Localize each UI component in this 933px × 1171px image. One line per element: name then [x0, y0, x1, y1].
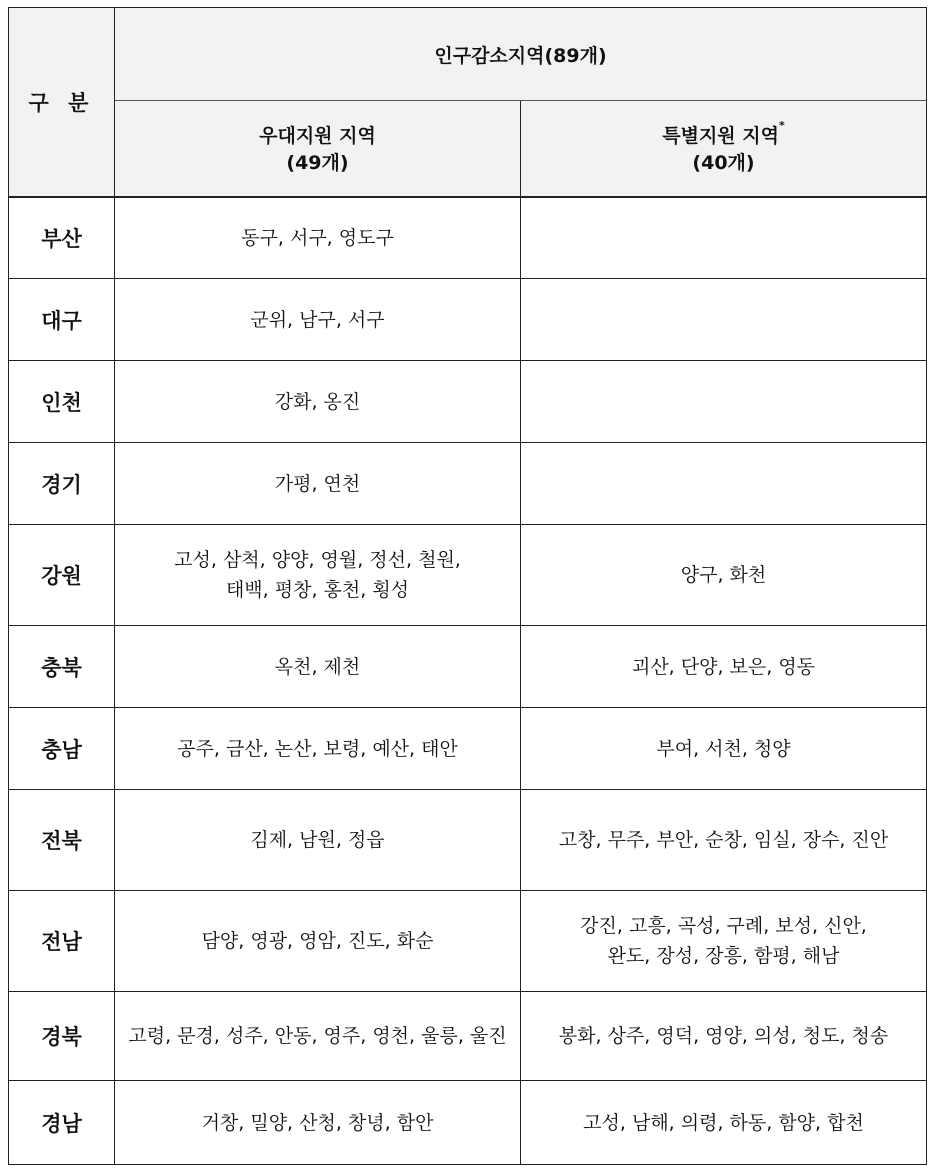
footnote-mark: *	[779, 119, 785, 133]
special-areas-cell	[521, 361, 927, 443]
column-title: 특별지원 지역	[662, 125, 779, 148]
area-list-line: 고성, 남해, 의령, 하동, 함양, 합천	[583, 1111, 864, 1134]
preferred-areas-cell	[115, 361, 521, 443]
area-list-line: 부여, 서천, 청양	[656, 737, 791, 760]
area-list-line: 봉화, 상주, 영덕, 영양, 의성, 청도, 청송	[558, 1025, 889, 1047]
region-name: 경북	[9, 992, 115, 1081]
region-table	[8, 7, 927, 1165]
corner-header: 구 분	[9, 8, 115, 197]
area-list-line: 양구, 화천	[680, 564, 767, 586]
special-areas-cell	[521, 197, 927, 279]
column-count: (40개)	[692, 152, 755, 175]
region-name: 경남	[9, 1081, 115, 1165]
preferred-areas-cell	[115, 443, 521, 525]
region-name: 전남	[9, 891, 115, 992]
preferred-areas-cell	[115, 992, 521, 1081]
area-list-line: 강화, 옹진	[274, 390, 361, 413]
preferred-areas-cell	[115, 1081, 521, 1165]
area-list-line: 거창, 밀양, 산청, 창녕, 함안	[201, 1111, 434, 1134]
table-row	[9, 992, 927, 1081]
group-header: 인구감소지역(89개)	[115, 8, 927, 101]
preferred-areas-cell	[115, 525, 521, 626]
region-name: 충북	[9, 626, 115, 708]
region-name: 대구	[9, 279, 115, 361]
region-name: 강원	[9, 525, 115, 626]
special-areas-cell	[521, 626, 927, 708]
preferred-areas-cell	[115, 626, 521, 708]
area-list-line: 완도, 장성, 장흥, 함평, 해남	[607, 945, 840, 967]
preferred-areas-cell	[115, 197, 521, 279]
special-areas-cell	[521, 1081, 927, 1165]
region-name: 전북	[9, 790, 115, 891]
area-list-line: 태백, 평창, 홍천, 횡성	[225, 579, 410, 601]
special-areas-cell	[521, 279, 927, 361]
area-list-line: 고창, 무주, 부안, 순창, 임실, 장수, 진안	[558, 829, 889, 851]
table-row	[9, 197, 927, 279]
area-list-line: 가평, 연천	[274, 472, 361, 495]
special-areas-cell	[521, 891, 927, 992]
table-row	[9, 626, 927, 708]
table-row	[9, 443, 927, 525]
special-areas-cell	[521, 708, 927, 790]
column-title: 우대지원 지역	[259, 125, 376, 148]
region-name: 인천	[9, 361, 115, 443]
area-list-line: 고성, 삼척, 양양, 영월, 정선, 철원,	[174, 549, 461, 571]
preferred-areas-cell	[115, 891, 521, 992]
table-row	[9, 525, 927, 626]
area-list-line: 동구, 서구, 영도구	[241, 226, 394, 249]
table-row	[9, 1081, 927, 1165]
area-list-line: 공주, 금산, 논산, 보령, 예산, 태안	[177, 737, 458, 760]
table-row	[9, 891, 927, 992]
region-name: 부산	[9, 197, 115, 279]
region-name: 경기	[9, 443, 115, 525]
area-list-line: 강진, 고흥, 곡성, 구례, 보성, 신안,	[580, 915, 867, 937]
table-row	[9, 790, 927, 891]
area-list-line: 고령, 문경, 성주, 안동, 영주, 영천, 울릉, 울진	[128, 1025, 507, 1047]
preferred-areas-cell	[115, 708, 521, 790]
special-areas-cell	[521, 992, 927, 1081]
area-list-line: 김제, 남원, 정읍	[250, 829, 385, 851]
area-list-line: 군위, 남구, 서구	[250, 308, 385, 331]
special-areas-cell	[521, 525, 927, 626]
preferred-areas-cell	[115, 279, 521, 361]
column-header-preferred	[115, 101, 521, 197]
table-row	[9, 361, 927, 443]
preferred-areas-cell	[115, 790, 521, 891]
table-row	[9, 708, 927, 790]
area-list-line: 괴산, 단양, 보은, 영동	[631, 655, 816, 678]
special-areas-cell	[521, 443, 927, 525]
area-list-line: 담양, 영광, 영암, 진도, 화순	[201, 930, 434, 952]
region-name: 충남	[9, 708, 115, 790]
table-row	[9, 279, 927, 361]
column-header-special	[521, 101, 927, 197]
column-count: (49개)	[286, 152, 349, 175]
area-list-line: 옥천, 제천	[274, 655, 361, 678]
special-areas-cell	[521, 790, 927, 891]
